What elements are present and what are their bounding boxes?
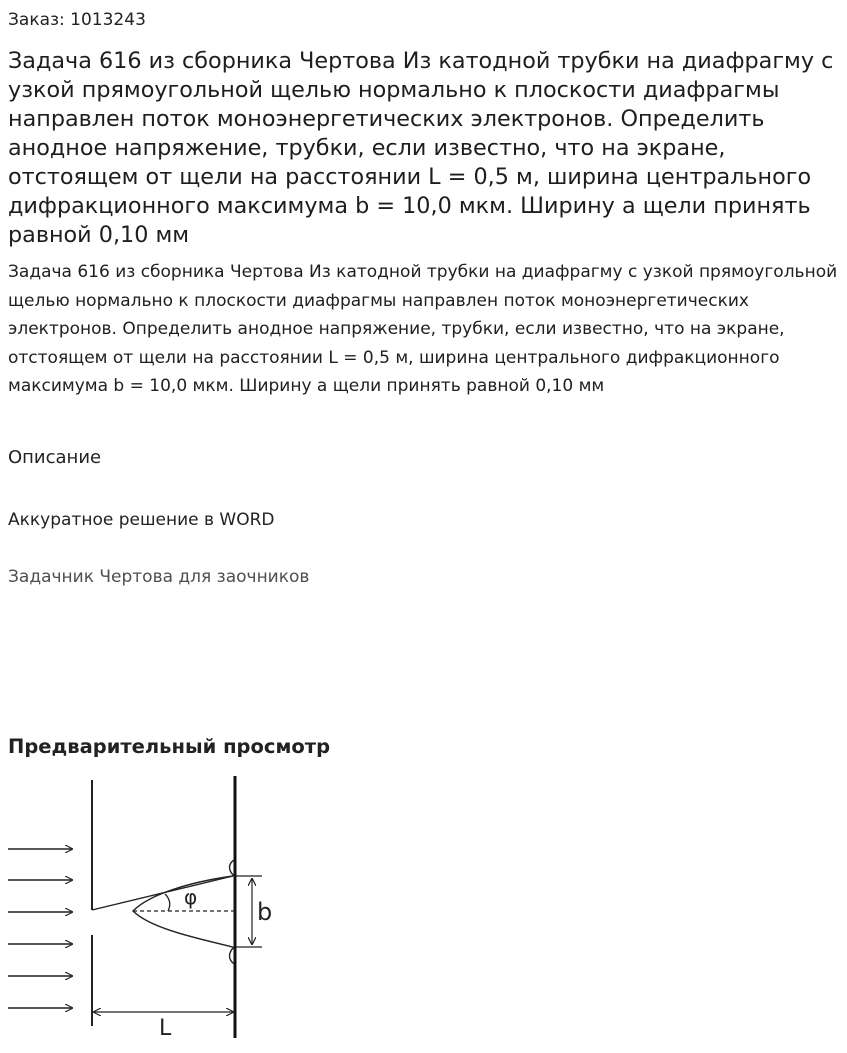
side-lobe-upper bbox=[230, 860, 235, 876]
distance-label: L bbox=[159, 1016, 172, 1041]
side-lobe-lower bbox=[230, 947, 235, 964]
diffraction-envelope bbox=[92, 860, 234, 964]
preview-diagram bbox=[0, 770, 300, 1053]
preview-heading: Предварительный просмотр bbox=[8, 735, 331, 758]
electron-beam-arrows bbox=[8, 849, 72, 1008]
task-description: Задача 616 из сборника Чертова Из катодной трубки на диафрагму с узкой прямоугольной щелью нормально к плоскости диафрагмы направлен поток моноэнергетических электронов. Определить анодное напряжение, трубки, если известно, что на экране, отстоящем от щели на расстоянии L = 0,5 м, ширина центрального дифракционного максимума b = 10,0 мкм. Ширину а щели принять равной 0,10 мм bbox=[8, 262, 838, 397]
collection-link[interactable]: Задачник Чертова для заочников bbox=[8, 567, 310, 587]
width-label: b bbox=[257, 898, 273, 926]
description-section-label: Описание bbox=[8, 447, 102, 468]
solution-format-note: Аккуратное решение в WORD bbox=[8, 510, 275, 530]
angle-label: φ bbox=[184, 885, 198, 909]
angle-arc bbox=[165, 894, 170, 911]
order-number: Заказ: 1013243 bbox=[8, 10, 146, 30]
task-title: Задача 616 из сборника Чертова Из катодной трубки на диафрагму с узкой прямоугольной щелью нормально к плоскости диафрагмы направлен поток моноэнергетических электронов. Определить анодное напряжение, трубки, если известно, что на экране, отстоящем от щели на расстоянии L = 0,5 м, ширина центрального дифракционного максимума b = 10,0 мкм. Ширину а щели принять равной 0,10 мм bbox=[8, 48, 834, 248]
diffraction-diagram bbox=[0, 770, 300, 1053]
